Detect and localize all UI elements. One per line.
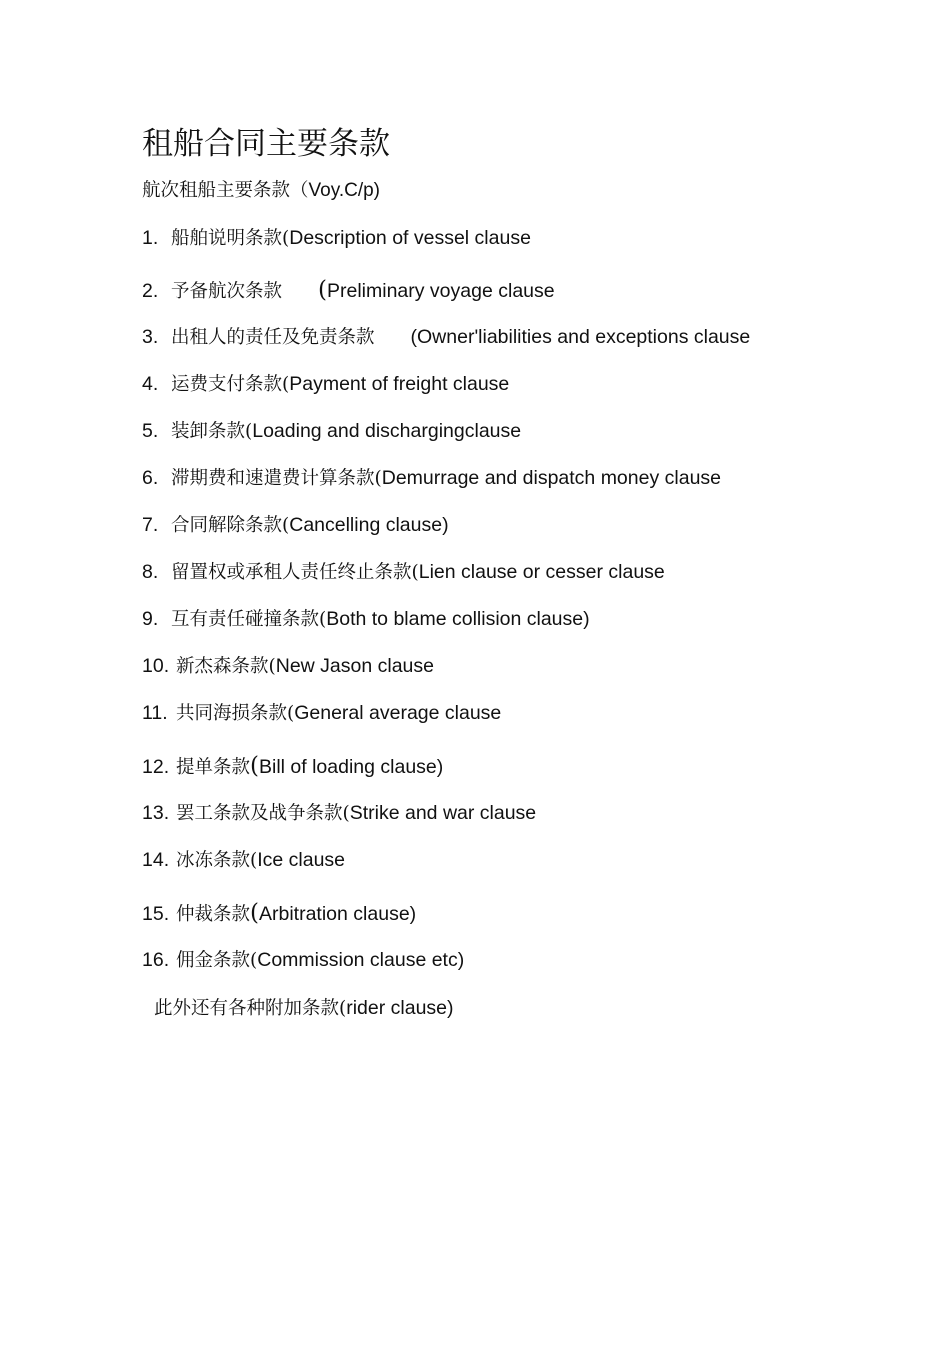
clause-chinese: 予备航次条款 — [171, 281, 283, 302]
page-title: 租船合同主要条款 — [142, 126, 390, 162]
clause-item — [142, 224, 531, 252]
clause-chinese: 冰冻条款 — [176, 850, 251, 871]
clause-english: Commission clause etc) — [257, 949, 465, 971]
clause-chinese: 新杰森条款 — [176, 656, 269, 677]
clause-english: Demurrage and dispatch money clause — [381, 467, 722, 489]
subtitle-chinese: 航次租船主要条款 — [142, 180, 291, 201]
clause-item — [142, 417, 521, 445]
clause-number: 12. — [142, 756, 170, 778]
clause-number: 5. — [142, 420, 159, 442]
clause-paren: ( — [374, 468, 382, 489]
clause-number: 10. — [142, 655, 170, 677]
clause-number: 14. — [142, 849, 170, 871]
clause-chinese: 佣金条款 — [176, 950, 251, 971]
clause-item — [142, 652, 434, 680]
clause-item — [142, 276, 555, 304]
clause-paren: ( — [282, 228, 290, 249]
clause-item — [142, 464, 721, 492]
clause-item — [142, 699, 501, 727]
clause-paren: ( — [411, 562, 419, 583]
page-subtitle — [142, 176, 380, 205]
clause-chinese: 提单条款 — [176, 757, 251, 778]
clause-chinese: 运费支付条款 — [171, 374, 283, 395]
clause-english: Loading and dischargingclause — [252, 420, 522, 442]
clause-paren: ( — [319, 609, 327, 630]
clause-number: 13. — [142, 802, 170, 824]
clause-item — [142, 846, 345, 874]
clause-item — [142, 511, 449, 539]
clause-english: Strike and war clause — [349, 802, 537, 824]
clause-paren: ( — [250, 950, 258, 971]
clause-item — [142, 558, 665, 586]
clause-item — [142, 752, 443, 780]
clause-english: General average clause — [294, 702, 502, 724]
clause-chinese: 出租人的责任及免责条款 — [171, 327, 375, 348]
clause-item — [142, 899, 416, 927]
clause-number: 16. — [142, 949, 170, 971]
clause-item — [142, 799, 536, 827]
clause-english: Ice clause — [257, 849, 346, 871]
clause-number: 4. — [142, 373, 159, 395]
clause-english: Description of vessel clause — [289, 227, 531, 249]
clause-paren: ( — [287, 703, 295, 724]
subtitle-paren: （ — [290, 180, 309, 201]
clause-chinese: 共同海损条款 — [176, 703, 288, 724]
clause-english: Bill of loading clause) — [259, 756, 444, 778]
clause-paren: ( — [250, 850, 258, 871]
footer-english: rider clause) — [346, 997, 454, 1019]
clause-number: 11. — [142, 702, 168, 724]
clause-english: Both to blame collision clause) — [326, 608, 590, 630]
clause-english: Preliminary voyage clause — [327, 280, 555, 302]
footer-paren: ( — [339, 998, 347, 1019]
clause-chinese: 合同解除条款 — [171, 515, 283, 536]
clause-number: 7. — [142, 514, 159, 536]
clause-paren: ( — [282, 515, 290, 536]
clause-chinese: 滞期费和速遣费计算条款 — [171, 468, 375, 489]
clause-paren: ( — [282, 374, 290, 395]
footer-chinese: 此外还有各种附加条款 — [154, 998, 340, 1019]
clause-number: 1. — [142, 227, 159, 249]
clause-number: 3. — [142, 326, 159, 348]
clause-english: Lien clause or cesser clause — [418, 561, 665, 583]
clause-paren: ( — [250, 900, 259, 926]
clause-item — [142, 323, 750, 351]
clause-item — [142, 605, 590, 633]
clause-paren: ( — [342, 803, 350, 824]
clause-chinese: 装卸条款 — [171, 421, 246, 442]
clause-paren: ( — [318, 277, 327, 303]
clause-number: 6. — [142, 467, 159, 489]
clause-english: (Owner'liabilities and exceptions clause — [410, 326, 751, 348]
clause-number: 8. — [142, 561, 159, 583]
clause-english: New Jason clause — [275, 655, 434, 677]
clause-paren: ( — [268, 656, 276, 677]
clause-number: 9. — [142, 608, 159, 630]
clause-paren: ( — [250, 753, 259, 779]
clause-paren: ( — [245, 421, 253, 442]
clause-chinese: 船舶说明条款 — [171, 228, 283, 249]
clause-chinese: 罢工条款及战争条款 — [176, 803, 343, 824]
clause-number: 2. — [142, 280, 159, 302]
footer-note — [154, 994, 454, 1023]
clause-english: Arbitration clause) — [259, 903, 417, 925]
subtitle-english: Voy.C/p) — [308, 180, 380, 201]
clause-number: 15. — [142, 903, 170, 925]
clause-english: Payment of freight clause — [289, 373, 510, 395]
clause-english: Cancelling clause) — [289, 514, 449, 536]
clause-chinese: 仲裁条款 — [176, 904, 251, 925]
clause-chinese: 留置权或承租人责任终止条款 — [171, 562, 412, 583]
clause-item — [142, 370, 509, 398]
clause-item — [142, 946, 464, 974]
clause-chinese: 互有责任碰撞条款 — [171, 609, 320, 630]
